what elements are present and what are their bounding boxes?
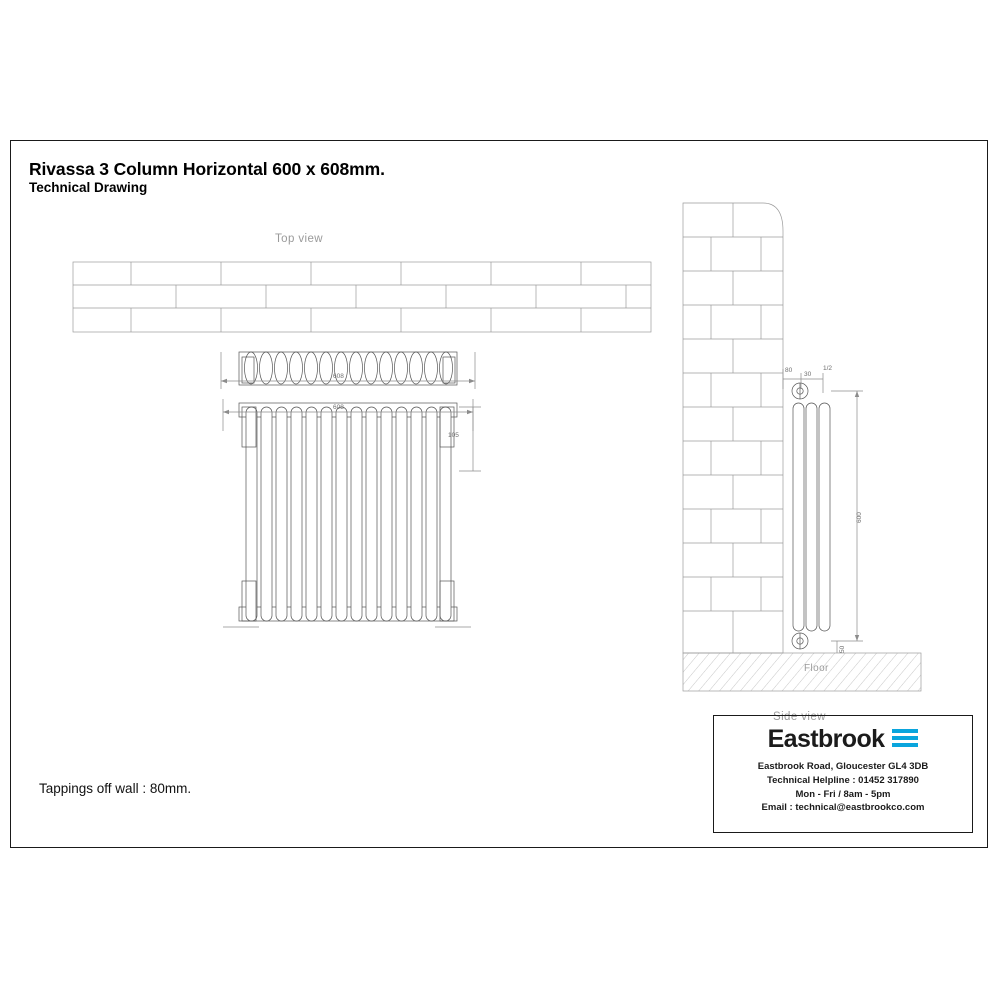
radiator-plan (239, 352, 457, 385)
eastbrook-bars-icon (892, 729, 918, 750)
drawing-sheet (10, 140, 988, 848)
brand-logo (714, 725, 972, 754)
top-view-label: Top view (275, 233, 323, 245)
wall-offset-b-label: 30 (804, 371, 812, 378)
brand-contact (714, 760, 972, 815)
side-view-floor (683, 653, 921, 691)
plan-width-dim-label: 608 (333, 373, 344, 380)
side-height-dim-label: 600 (856, 512, 863, 523)
side-view-label: Side view (773, 711, 826, 723)
brand-block (713, 715, 973, 833)
brand-name: Eastbrook (767, 725, 885, 753)
tapping-angle-label: 1/2 (823, 365, 833, 372)
brand-email: Email : technical@eastbrookco.com (761, 802, 925, 814)
brand-helpline: Technical Helpline : 01452 317890 (767, 774, 919, 786)
front-depth-dimension (459, 407, 481, 471)
page-title: Rivassa 3 Column Horizontal 600 x 608mm. (29, 159, 385, 179)
brand-address: Eastbrook Road, Gloucester GL4 3DB (757, 761, 929, 772)
brand-hours: Mon - Fri / 8am - 5pm (795, 788, 891, 800)
wall-offset-a-label: 80 (785, 367, 793, 374)
page-subtitle: Technical Drawing (29, 180, 148, 196)
bottom-gap-dim-label: 50 (839, 645, 846, 653)
front-depth-dim-label: 105 (448, 432, 459, 439)
radiator-side-section (792, 383, 830, 649)
floor-label: Floor (804, 663, 829, 674)
top-view-wall (73, 262, 651, 332)
side-view-wall (683, 203, 783, 653)
radiator-front-elevation (239, 403, 457, 621)
front-width-dim-label: 608 (333, 404, 344, 411)
tappings-note: Tappings off wall : 80mm. (39, 781, 192, 796)
